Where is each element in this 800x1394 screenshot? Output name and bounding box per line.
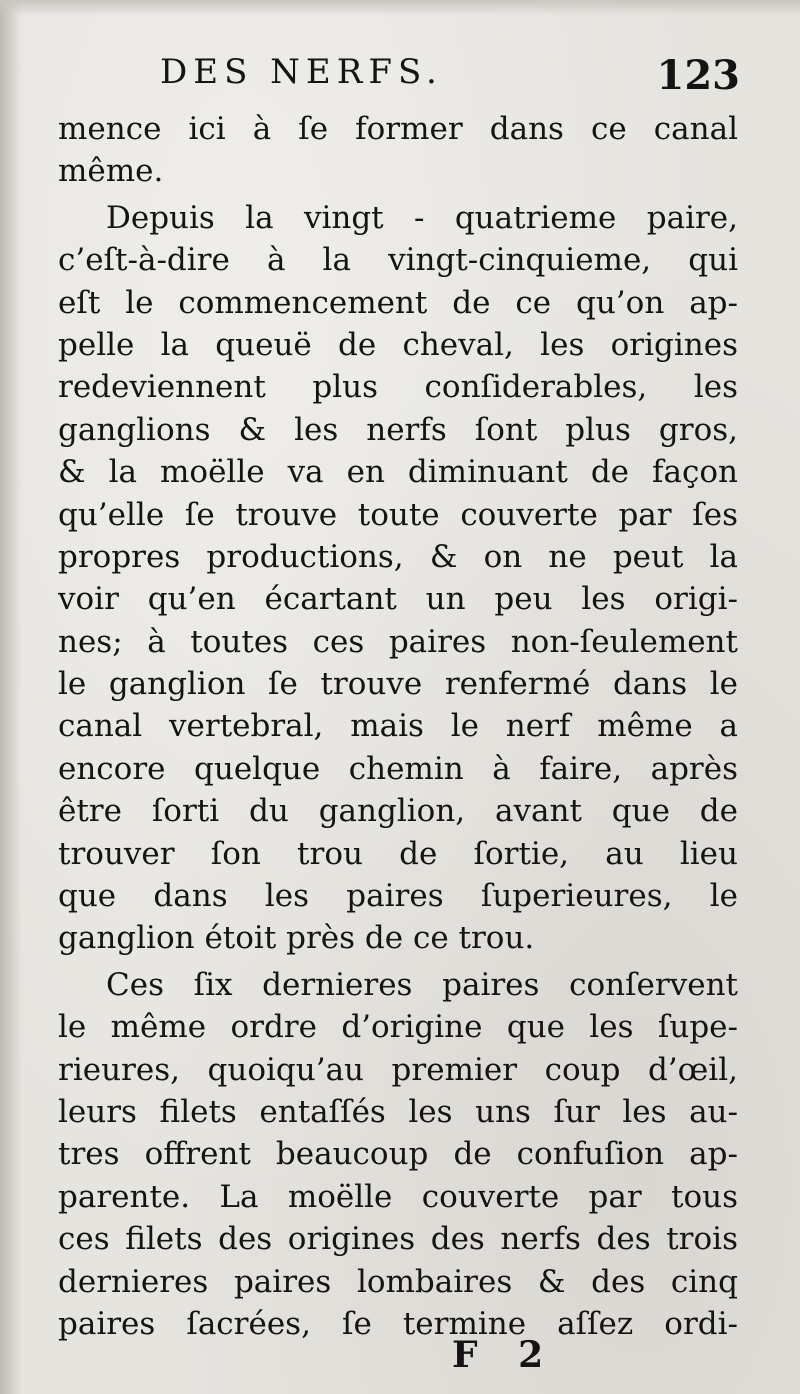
signature-mark: F 2	[452, 1334, 558, 1376]
text-line: c’eſt-à-dire à la vingt-cinquieme, qui	[58, 242, 738, 279]
text-line: dernieres paires lombaires & des cinq	[58, 1263, 738, 1300]
paragraph-start-line: Depuis la vingt - quatrieme paire,	[106, 199, 738, 236]
text-line: leurs filets entaſſés les uns ſur les au-	[58, 1093, 738, 1130]
text-line: ganglions & les nerfs ſont plus gros,	[58, 411, 738, 448]
text-line: le même ordre d’origine que les ſupe-	[58, 1009, 738, 1046]
text-line: mence ici à ſe former dans ce canal	[58, 111, 738, 147]
text-line: que dans les paires ſuperieures, le	[58, 878, 738, 915]
running-head-title: DES NERFS.	[160, 52, 443, 92]
paragraph-start-line: Ces ſix dernieres paires conſervent	[106, 966, 738, 1003]
text-line: rieures, quoiqu’au premier coup d’œil,	[58, 1051, 738, 1088]
text-line: qu’elle ſe trouve toute couverte par ſes	[58, 496, 738, 533]
text-line: même.	[58, 153, 164, 190]
text-line: eſt le commencement de ce qu’on ap-	[58, 284, 738, 321]
text-line: & la moëlle va en diminuant de façon	[58, 454, 738, 491]
text-line: ganglion étoit près de ce trou.	[58, 920, 535, 957]
text-line: canal vertebral, mais le nerf même a	[58, 708, 738, 745]
text-line: tres offrent beaucoup de confuſion ap-	[58, 1136, 738, 1173]
text-line: pelle la queuë de cheval, les origines	[58, 326, 738, 363]
text-line: trouver ſon trou de ſortie, au lieu	[58, 835, 738, 872]
text-line: redeviennent plus conſiderables, les	[58, 369, 738, 406]
text-line: propres productions, & on ne peut la	[58, 538, 738, 575]
text-line: paires ſacrées, ſe termine aſſez ordi-	[58, 1305, 738, 1342]
body-text	[58, 108, 738, 1345]
running-head	[60, 46, 740, 106]
text-line: ces filets des origines des nerfs des trois	[58, 1221, 738, 1258]
page-shadow-left	[0, 0, 22, 1394]
page-shadow-top	[0, 0, 800, 16]
text-line: le ganglion ſe trouve renfermé dans le	[58, 666, 738, 703]
page-number: 123	[656, 52, 740, 99]
text-line: être ſorti du ganglion, avant que de	[58, 793, 738, 830]
text-line: voir qu’en écartant un peu les origi-	[58, 581, 738, 618]
text-line: nes; à toutes ces paires non-ſeulement	[58, 623, 738, 660]
text-line: encore quelque chemin à faire, après	[58, 750, 738, 787]
text-line: parente. La moëlle couverte par tous	[58, 1178, 738, 1215]
